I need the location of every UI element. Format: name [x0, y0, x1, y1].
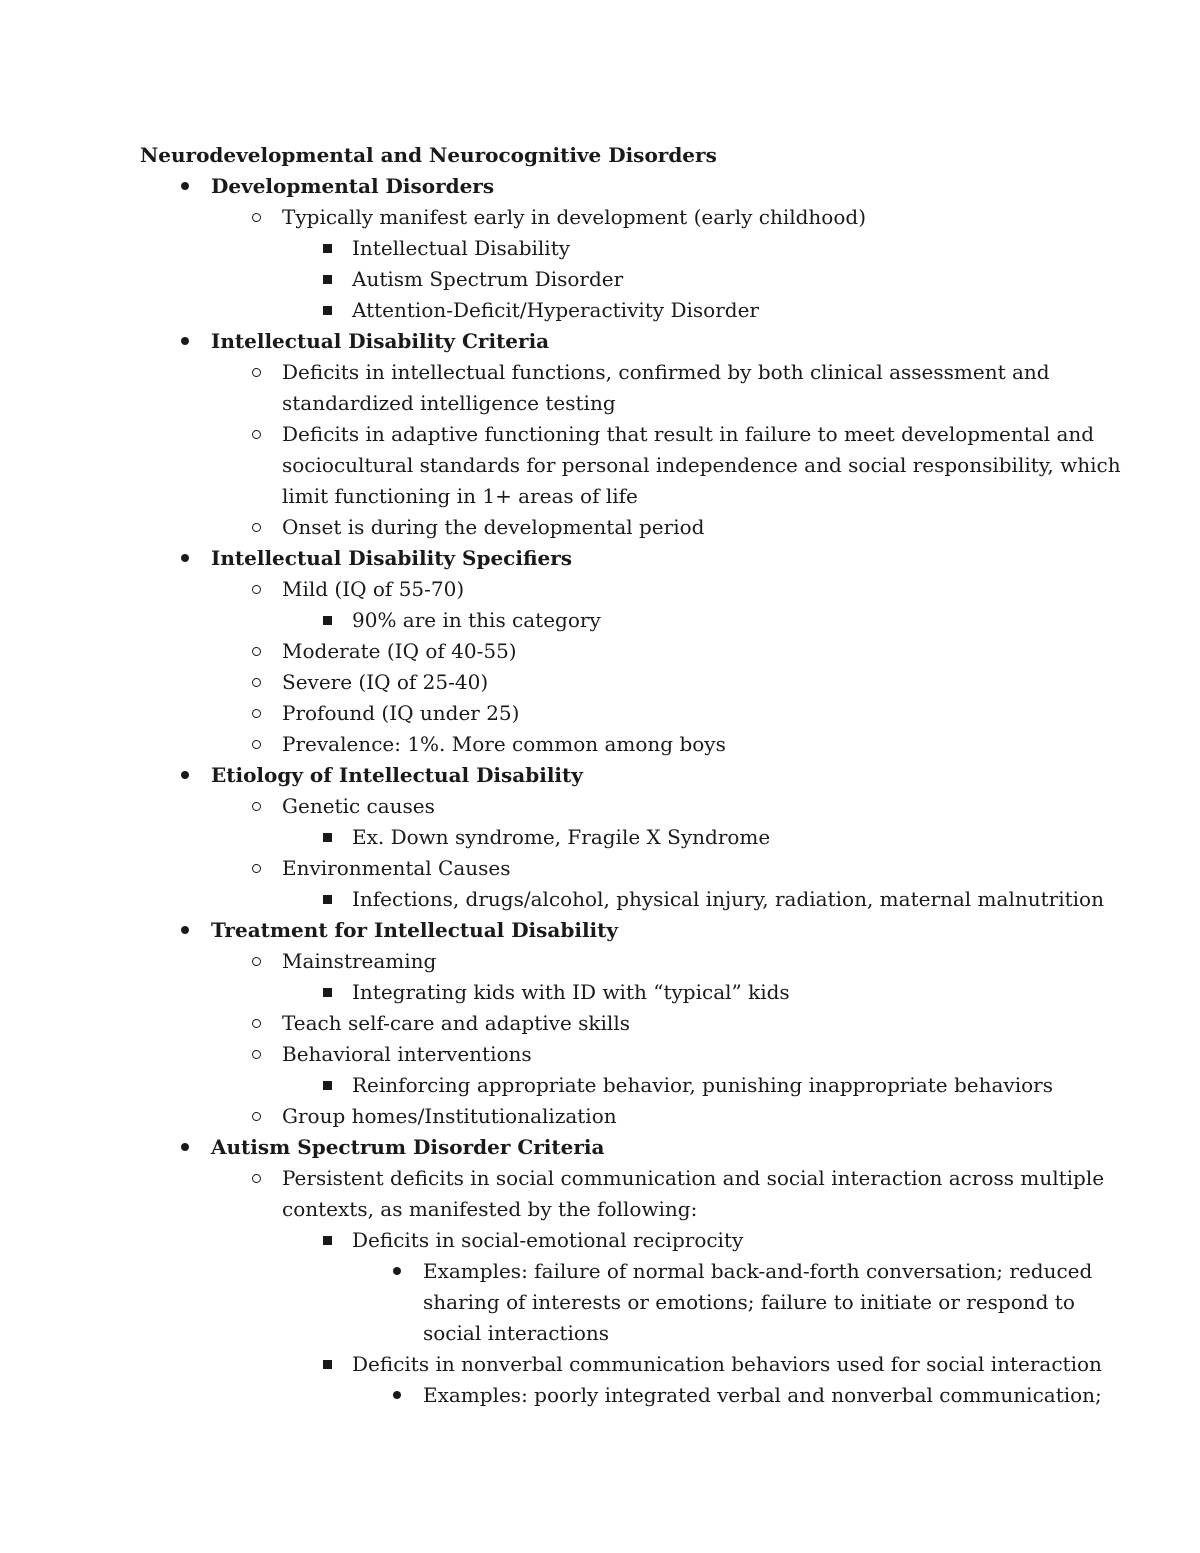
- outline-item-text: Intellectual Disability Criteria: [211, 329, 550, 353]
- hollow-circle-bullet-icon: [246, 1008, 266, 1039]
- outline-item-text: Teach self-care and adaptive skills: [282, 1011, 630, 1035]
- filled-square-bullet-icon: [317, 295, 337, 326]
- outline-item-text: Developmental Disorders: [211, 174, 495, 198]
- outline-line-level-3: [0, 884, 1200, 915]
- outline-line-level-3: [0, 605, 1200, 636]
- outline-item-text: Behavioral interventions: [282, 1042, 532, 1066]
- outline-line-level-2: [0, 388, 1200, 419]
- filled-square-bullet-icon: [317, 822, 337, 853]
- outline-line-level-2: [0, 946, 1200, 977]
- filled-square-bullet-icon: [317, 605, 337, 636]
- outline-line-level-3: [0, 977, 1200, 1008]
- outline-line-level-2: [0, 357, 1200, 388]
- hollow-circle-bullet-icon: [246, 512, 266, 543]
- outline-item-text: Autism Spectrum Disorder: [352, 267, 624, 291]
- outline-list: [0, 171, 1200, 1411]
- hollow-circle-bullet-icon: [246, 1039, 266, 1070]
- hollow-circle-bullet-icon: [246, 729, 266, 760]
- document-title: Neurodevelopmental and Neurocognitive Disorders: [140, 143, 717, 167]
- outline-line-level-2: [0, 853, 1200, 884]
- filled-circle-bullet-icon: [387, 1380, 407, 1411]
- outline-line-level-4: [0, 1256, 1200, 1287]
- hollow-circle-bullet-icon: [246, 419, 266, 450]
- outline-item-text: Infections, drugs/alcohol, physical injury, radiation, maternal malnutrition: [352, 887, 1104, 911]
- outline-item-text: Typically manifest early in development (early childhood): [282, 205, 866, 229]
- hollow-circle-bullet-icon: [246, 791, 266, 822]
- outline-item-text: Moderate (IQ of 40-55): [282, 639, 517, 663]
- outline-line-level-1: [0, 915, 1200, 946]
- hollow-circle-bullet-icon: [246, 202, 266, 233]
- outline-item-text: Deficits in social-emotional reciprocity: [352, 1228, 744, 1252]
- outline-item-text: Examples: poorly integrated verbal and nonverbal communication;: [423, 1383, 1102, 1407]
- outline-item-text: Deficits in intellectual functions, confirmed by both clinical assessment and: [282, 360, 1050, 384]
- outline-item-text: contexts, as manifested by the following:: [282, 1197, 698, 1221]
- filled-circle-bullet-icon: [175, 1132, 195, 1163]
- outline-line-level-2: [0, 1039, 1200, 1070]
- outline-item-text: Mainstreaming: [282, 949, 437, 973]
- outline-item-text: Autism Spectrum Disorder Criteria: [211, 1135, 605, 1159]
- outline-line-level-3: [0, 264, 1200, 295]
- outline-item-text: Intellectual Disability Specifiers: [211, 546, 573, 570]
- outline-line-level-2: [0, 419, 1200, 450]
- outline-line-level-4: [0, 1380, 1200, 1411]
- hollow-circle-bullet-icon: [246, 1163, 266, 1194]
- filled-square-bullet-icon: [317, 1070, 337, 1101]
- outline-line-level-2: [0, 791, 1200, 822]
- outline-line-level-2: [0, 1008, 1200, 1039]
- outline-line-level-3: [0, 822, 1200, 853]
- filled-circle-bullet-icon: [175, 171, 195, 202]
- outline-item-text: Ex. Down syndrome, Fragile X Syndrome: [352, 825, 771, 849]
- outline-line-level-1: [0, 543, 1200, 574]
- outline-line-level-2: [0, 729, 1200, 760]
- outline-item-text: Severe (IQ of 25-40): [282, 670, 489, 694]
- outline-line-level-2: [0, 1194, 1200, 1225]
- outline-line-level-1: [0, 326, 1200, 357]
- outline-line-level-2: [0, 450, 1200, 481]
- filled-circle-bullet-icon: [175, 543, 195, 574]
- outline-line-level-2: [0, 667, 1200, 698]
- outline-item-text: Attention-Deficit/Hyperactivity Disorder: [352, 298, 759, 322]
- hollow-circle-bullet-icon: [246, 698, 266, 729]
- outline-item-text: limit functioning in 1+ areas of life: [282, 484, 638, 508]
- outline-line-level-4: [0, 1318, 1200, 1349]
- outline-item-text: Etiology of Intellectual Disability: [211, 763, 583, 787]
- outline-item-text: Integrating kids with ID with “typical” kids: [352, 980, 790, 1004]
- outline-line-level-1: [0, 760, 1200, 791]
- outline-item-text: Deficits in nonverbal communication behaviors used for social interaction: [352, 1352, 1102, 1376]
- filled-square-bullet-icon: [317, 264, 337, 295]
- outline-line-level-3: [0, 1349, 1200, 1380]
- hollow-circle-bullet-icon: [246, 1101, 266, 1132]
- outline-item-text: Mild (IQ of 55-70): [282, 577, 465, 601]
- outline-item-text: Environmental Causes: [282, 856, 511, 880]
- outline-item-text: Deficits in adaptive functioning that result in failure to meet developmental and: [282, 422, 1095, 446]
- filled-square-bullet-icon: [317, 1225, 337, 1256]
- outline-line-level-1: [0, 1132, 1200, 1163]
- outline-line-level-2: [0, 698, 1200, 729]
- outline-item-text: sociocultural standards for personal independence and social responsibility, which: [282, 453, 1121, 477]
- filled-circle-bullet-icon: [175, 915, 195, 946]
- outline-line-level-3: [0, 1070, 1200, 1101]
- filled-square-bullet-icon: [317, 233, 337, 264]
- outline-item-text: Profound (IQ under 25): [282, 701, 520, 725]
- outline-item-text: Persistent deficits in social communication and social interaction across multiple: [282, 1166, 1105, 1190]
- outline-item-text: Treatment for Intellectual Disability: [211, 918, 619, 942]
- outline-line-level-3: [0, 295, 1200, 326]
- outline-item-text: standardized intelligence testing: [282, 391, 616, 415]
- outline-line-level-4: [0, 1287, 1200, 1318]
- filled-square-bullet-icon: [317, 884, 337, 915]
- hollow-circle-bullet-icon: [246, 667, 266, 698]
- outline-item-text: Examples: failure of normal back-and-forth conversation; reduced: [423, 1259, 1093, 1283]
- filled-circle-bullet-icon: [387, 1256, 407, 1287]
- hollow-circle-bullet-icon: [246, 574, 266, 605]
- hollow-circle-bullet-icon: [246, 357, 266, 388]
- outline-item-text: Genetic causes: [282, 794, 435, 818]
- outline-item-text: Prevalence: 1%. More common among boys: [282, 732, 726, 756]
- outline-line-level-2: [0, 481, 1200, 512]
- outline-item-text: social interactions: [423, 1321, 610, 1345]
- hollow-circle-bullet-icon: [246, 636, 266, 667]
- outline-line-level-2: [0, 1163, 1200, 1194]
- filled-circle-bullet-icon: [175, 326, 195, 357]
- outline-line-level-2: [0, 512, 1200, 543]
- filled-square-bullet-icon: [317, 977, 337, 1008]
- outline-item-text: Reinforcing appropriate behavior, punishing inappropriate behaviors: [352, 1073, 1053, 1097]
- outline-item-text: Group homes/Institutionalization: [282, 1104, 617, 1128]
- outline-item-text: 90% are in this category: [352, 608, 601, 632]
- filled-square-bullet-icon: [317, 1349, 337, 1380]
- filled-circle-bullet-icon: [175, 760, 195, 791]
- outline-item-text: Intellectual Disability: [352, 236, 571, 260]
- outline-line-level-2: [0, 1101, 1200, 1132]
- outline-line-level-2: [0, 636, 1200, 667]
- outline-item-text: Onset is during the developmental period: [282, 515, 705, 539]
- hollow-circle-bullet-icon: [246, 946, 266, 977]
- outline-line-level-2: [0, 202, 1200, 233]
- outline-line-level-3: [0, 1225, 1200, 1256]
- outline-item-text: sharing of interests or emotions; failure to initiate or respond to: [423, 1290, 1075, 1314]
- outline-line-level-2: [0, 574, 1200, 605]
- outline-line-level-1: [0, 171, 1200, 202]
- hollow-circle-bullet-icon: [246, 853, 266, 884]
- outline-line-level-3: [0, 233, 1200, 264]
